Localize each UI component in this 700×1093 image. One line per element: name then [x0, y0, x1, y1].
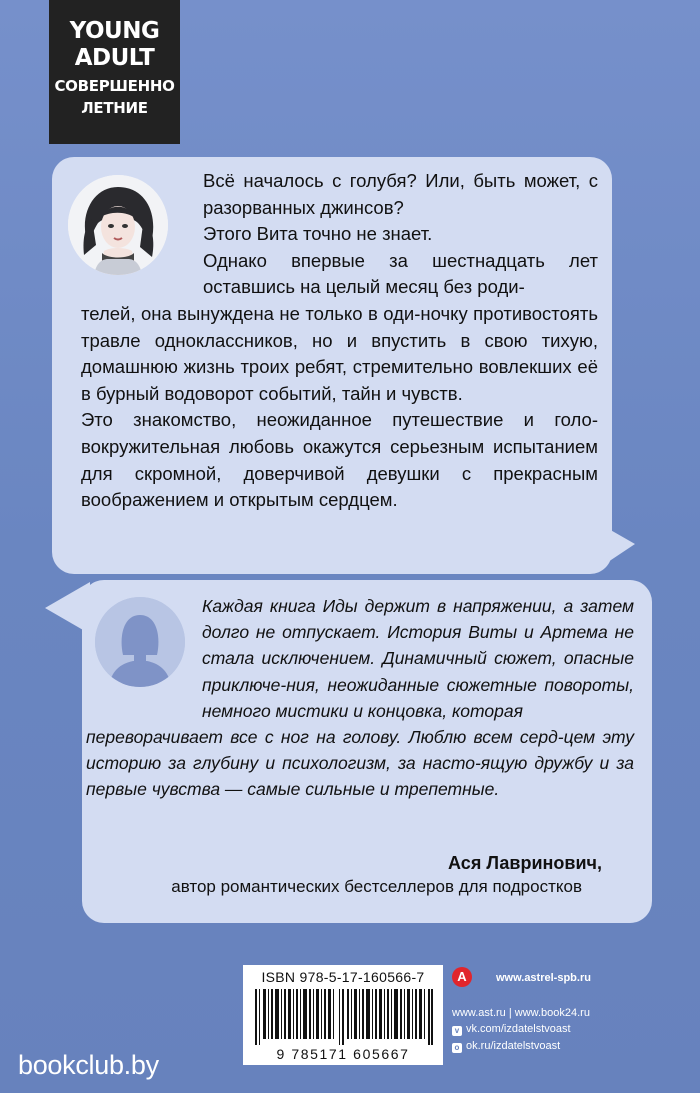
- series-line-adult: ADULT: [74, 45, 155, 71]
- barcode-bars: [255, 989, 433, 1045]
- blurb-paragraph-2b: телей, она вынуждена не только в оди-ночку противостоять травле одноклассников, но и впустить в свою тихую, домашнюю жизнь троих ребят, стремительно вовлекших её в бурный водоворот событий, тайн и чувств.: [81, 302, 598, 404]
- watermark: bookclub.by: [18, 1050, 159, 1080]
- review-bubble-tail: [45, 582, 90, 634]
- review-text-wide: переворачивает все с ног на голову. Люблю всем серд-цем эту историю за глубину и психологизм, за насто-ящую дружбу и за первые чувства — самые сильные и трепетные.: [86, 727, 634, 800]
- vk-link-text: vk.com/izdatelstvoast: [466, 1023, 571, 1035]
- vk-link[interactable]: [452, 1023, 571, 1036]
- ok-link[interactable]: [452, 1040, 560, 1053]
- review-text: [86, 593, 634, 803]
- ok-icon: o: [452, 1043, 462, 1053]
- blurb-paragraph-3: Это знакомство, неожиданное путешествие и голо-вокружительная любовь окажутся серьезным испытанием для скромной, доверчивой девушки с прекрасным воображением и открытым сердцем.: [81, 409, 598, 511]
- publisher-site-link[interactable]: www.astrel-spb.ru: [496, 972, 591, 984]
- blurb-paragraph-2a: Однако впервые за шестнадцать лет оставшись на целый месяц без роди-: [203, 249, 598, 298]
- heroine-avatar: [68, 175, 168, 275]
- barcode-digits: 9 785171 605667: [276, 1046, 410, 1062]
- blurb-paragraph-1b: Этого Вита точно не знает.: [203, 223, 433, 245]
- ok-link-text: ok.ru/izdatelstvoast: [466, 1040, 561, 1052]
- blurb-paragraph-1a: Всё началось с голубя? Или, быть может, с разорванных джинсов?: [203, 170, 598, 218]
- heroine-portrait-icon: [68, 175, 168, 275]
- reviewer-avatar: [95, 597, 185, 687]
- series-line-sovershenno: СОВЕРШЕННО: [54, 77, 175, 95]
- user-silhouette-icon: [95, 597, 185, 687]
- barcode: [243, 965, 443, 1065]
- isbn-label: ISBN 978-5-17-160566-7: [261, 969, 425, 985]
- publisher-links[interactable]: www.ast.ru | www.book24.ru: [452, 1007, 590, 1019]
- review-author-name: Ася Лавринович,: [448, 853, 602, 873]
- series-line-young: YOUNG: [69, 18, 160, 44]
- publisher-logo-icon: А: [452, 967, 472, 987]
- blurb-text: [81, 168, 598, 514]
- vk-icon: v: [452, 1026, 462, 1036]
- review-text-narrow: Каждая книга Иды держит в напряжении, а затем долго не отпускает. История Виты и Артема не стала исключением. Динамичный сюжет, опасные приключе-ния, неожиданные сюжетные повороты, немного мистики и концовка, которая: [202, 596, 634, 721]
- review-author-description: автор романтических бестселлеров для подростков: [171, 877, 582, 896]
- series-line-letnie: ЛЕТНИЕ: [81, 99, 148, 117]
- series-label: [49, 0, 180, 144]
- blurb-bubble-tail: [593, 520, 635, 572]
